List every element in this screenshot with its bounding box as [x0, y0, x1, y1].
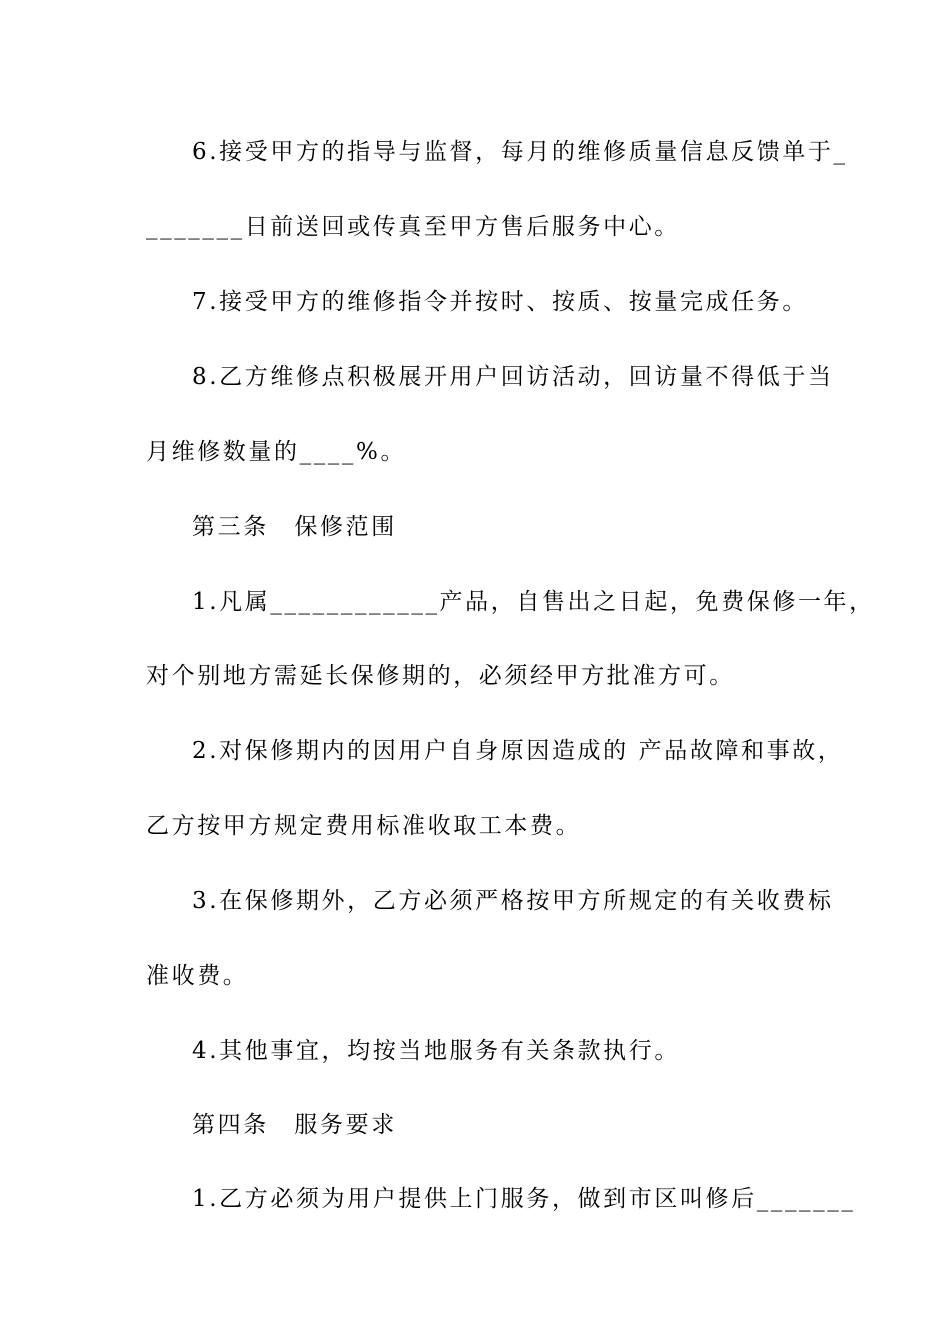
- clause-3-item-1-line-1: 1.凡属____________产品，自售出之日起，免费保修一年，: [192, 589, 875, 615]
- clause-3-item-2-line-2: 乙方按甲方规定费用标准收取工本费。: [146, 813, 582, 839]
- clause-3-item-3-line-1: 3.在保修期外，乙方必须严格按甲方所规定的有关收费标: [192, 888, 834, 914]
- clause-2-item-6-line-2: _______日前送回或传真至甲方售后服务中心。: [146, 214, 680, 240]
- clause-3-item-3-line-2: 准收费。: [146, 963, 249, 989]
- clause-3-heading: 第三条 保修范围: [192, 514, 397, 540]
- clause-3-item-1-line-2: 对个别地方需延长保修期的，必须经甲方批准方可。: [146, 663, 735, 689]
- clause-3-item-2-line-1: 2.对保修期内的因用户自身原因造成的 产品故障和事故，: [192, 738, 844, 764]
- clause-2-item-6-line-1: 6.接受甲方的指导与监督，每月的维修质量信息反馈单于_: [192, 139, 848, 165]
- clause-4-heading: 第四条 服务要求: [192, 1112, 397, 1138]
- clause-3-item-4: 4.其他事宜，均按当地服务有关条款执行。: [192, 1038, 680, 1064]
- clause-2-item-8-line-2: 月维修数量的____%。: [146, 439, 407, 465]
- clause-2-item-8-line-1: 8.乙方维修点积极展开用户回访活动，回访量不得低于当: [192, 364, 834, 390]
- clause-2-item-7: 7.接受甲方的维修指令并按时、按质、按量完成任务。: [192, 289, 808, 315]
- clause-4-item-1-line-1: 1.乙方必须为用户提供上门服务，做到市区叫修后_______: [192, 1186, 856, 1212]
